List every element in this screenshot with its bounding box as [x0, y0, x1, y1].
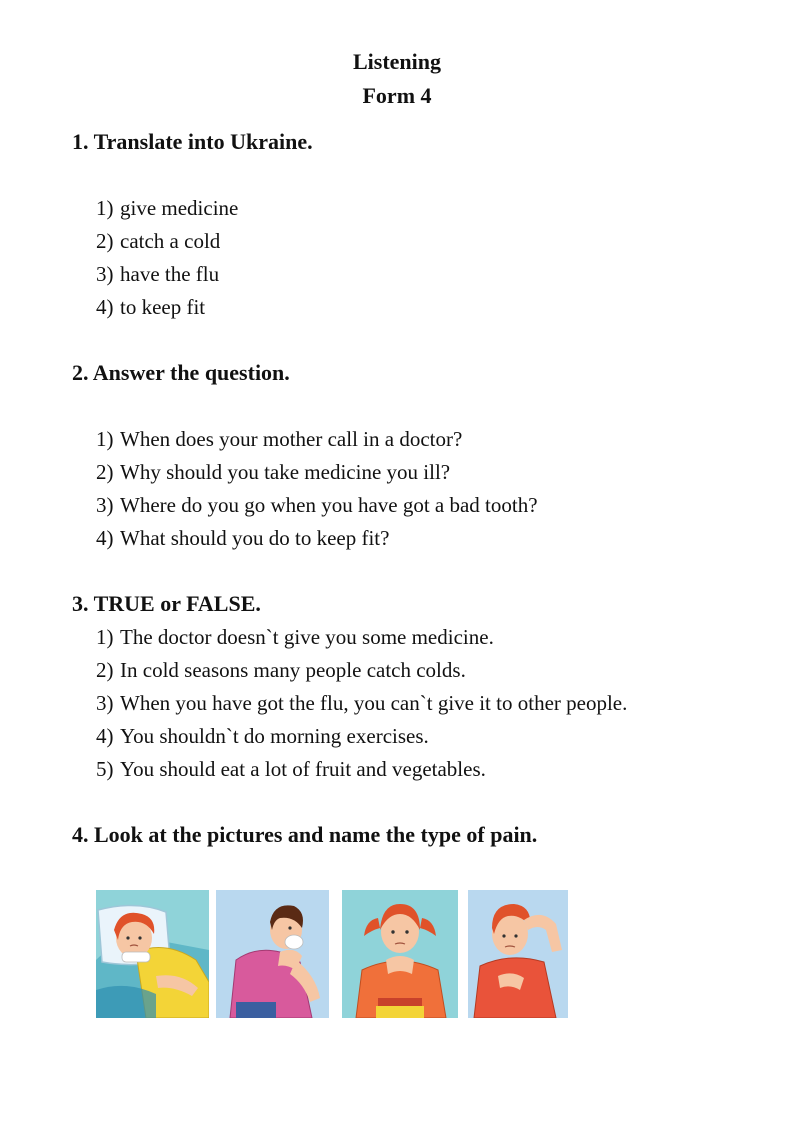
list-item: 2) catch a cold	[96, 229, 221, 253]
section-1-heading: 1. Translate into Ukraine.	[72, 129, 313, 154]
list-item: 3) Where do you go when you have got a bad tooth?	[96, 493, 538, 517]
list-item: 4) to keep fit	[96, 295, 206, 319]
list-item: 1) When does your mother call in a doctor?	[96, 427, 463, 451]
page-title: Listening	[352, 49, 442, 74]
coughing-boy-illustration	[216, 890, 329, 1018]
list-item: 4) You shouldn`t do morning exercises.	[96, 724, 429, 748]
list-item: 3) When you have got the flu, you can`t give it to other people.	[96, 691, 628, 715]
sore-throat-girl-illustration	[342, 890, 458, 1018]
list-item: 1) give medicine	[96, 196, 239, 220]
sick-girl-in-bed-illustration	[96, 890, 209, 1018]
list-item: 1) The doctor doesn`t give you some medicine.	[96, 625, 494, 649]
list-item: 2) In cold seasons many people catch colds.	[96, 658, 466, 682]
list-item: 2) Why should you take medicine you ill?	[96, 460, 451, 484]
section-4-heading: 4. Look at the pictures and name the type of pain.	[72, 822, 538, 847]
headache-boy-illustration	[468, 890, 568, 1018]
pain-pictures	[96, 890, 568, 1018]
section-2-heading: 2. Answer the question.	[72, 360, 290, 385]
page-subtitle: Form 4	[362, 83, 432, 108]
list-item: 5) You should eat a lot of fruit and vegetables.	[96, 757, 486, 781]
list-item: 3) have the flu	[96, 262, 220, 286]
list-item: 4) What should you do to keep fit?	[96, 526, 390, 550]
section-3-heading: 3. TRUE or FALSE.	[72, 591, 261, 616]
